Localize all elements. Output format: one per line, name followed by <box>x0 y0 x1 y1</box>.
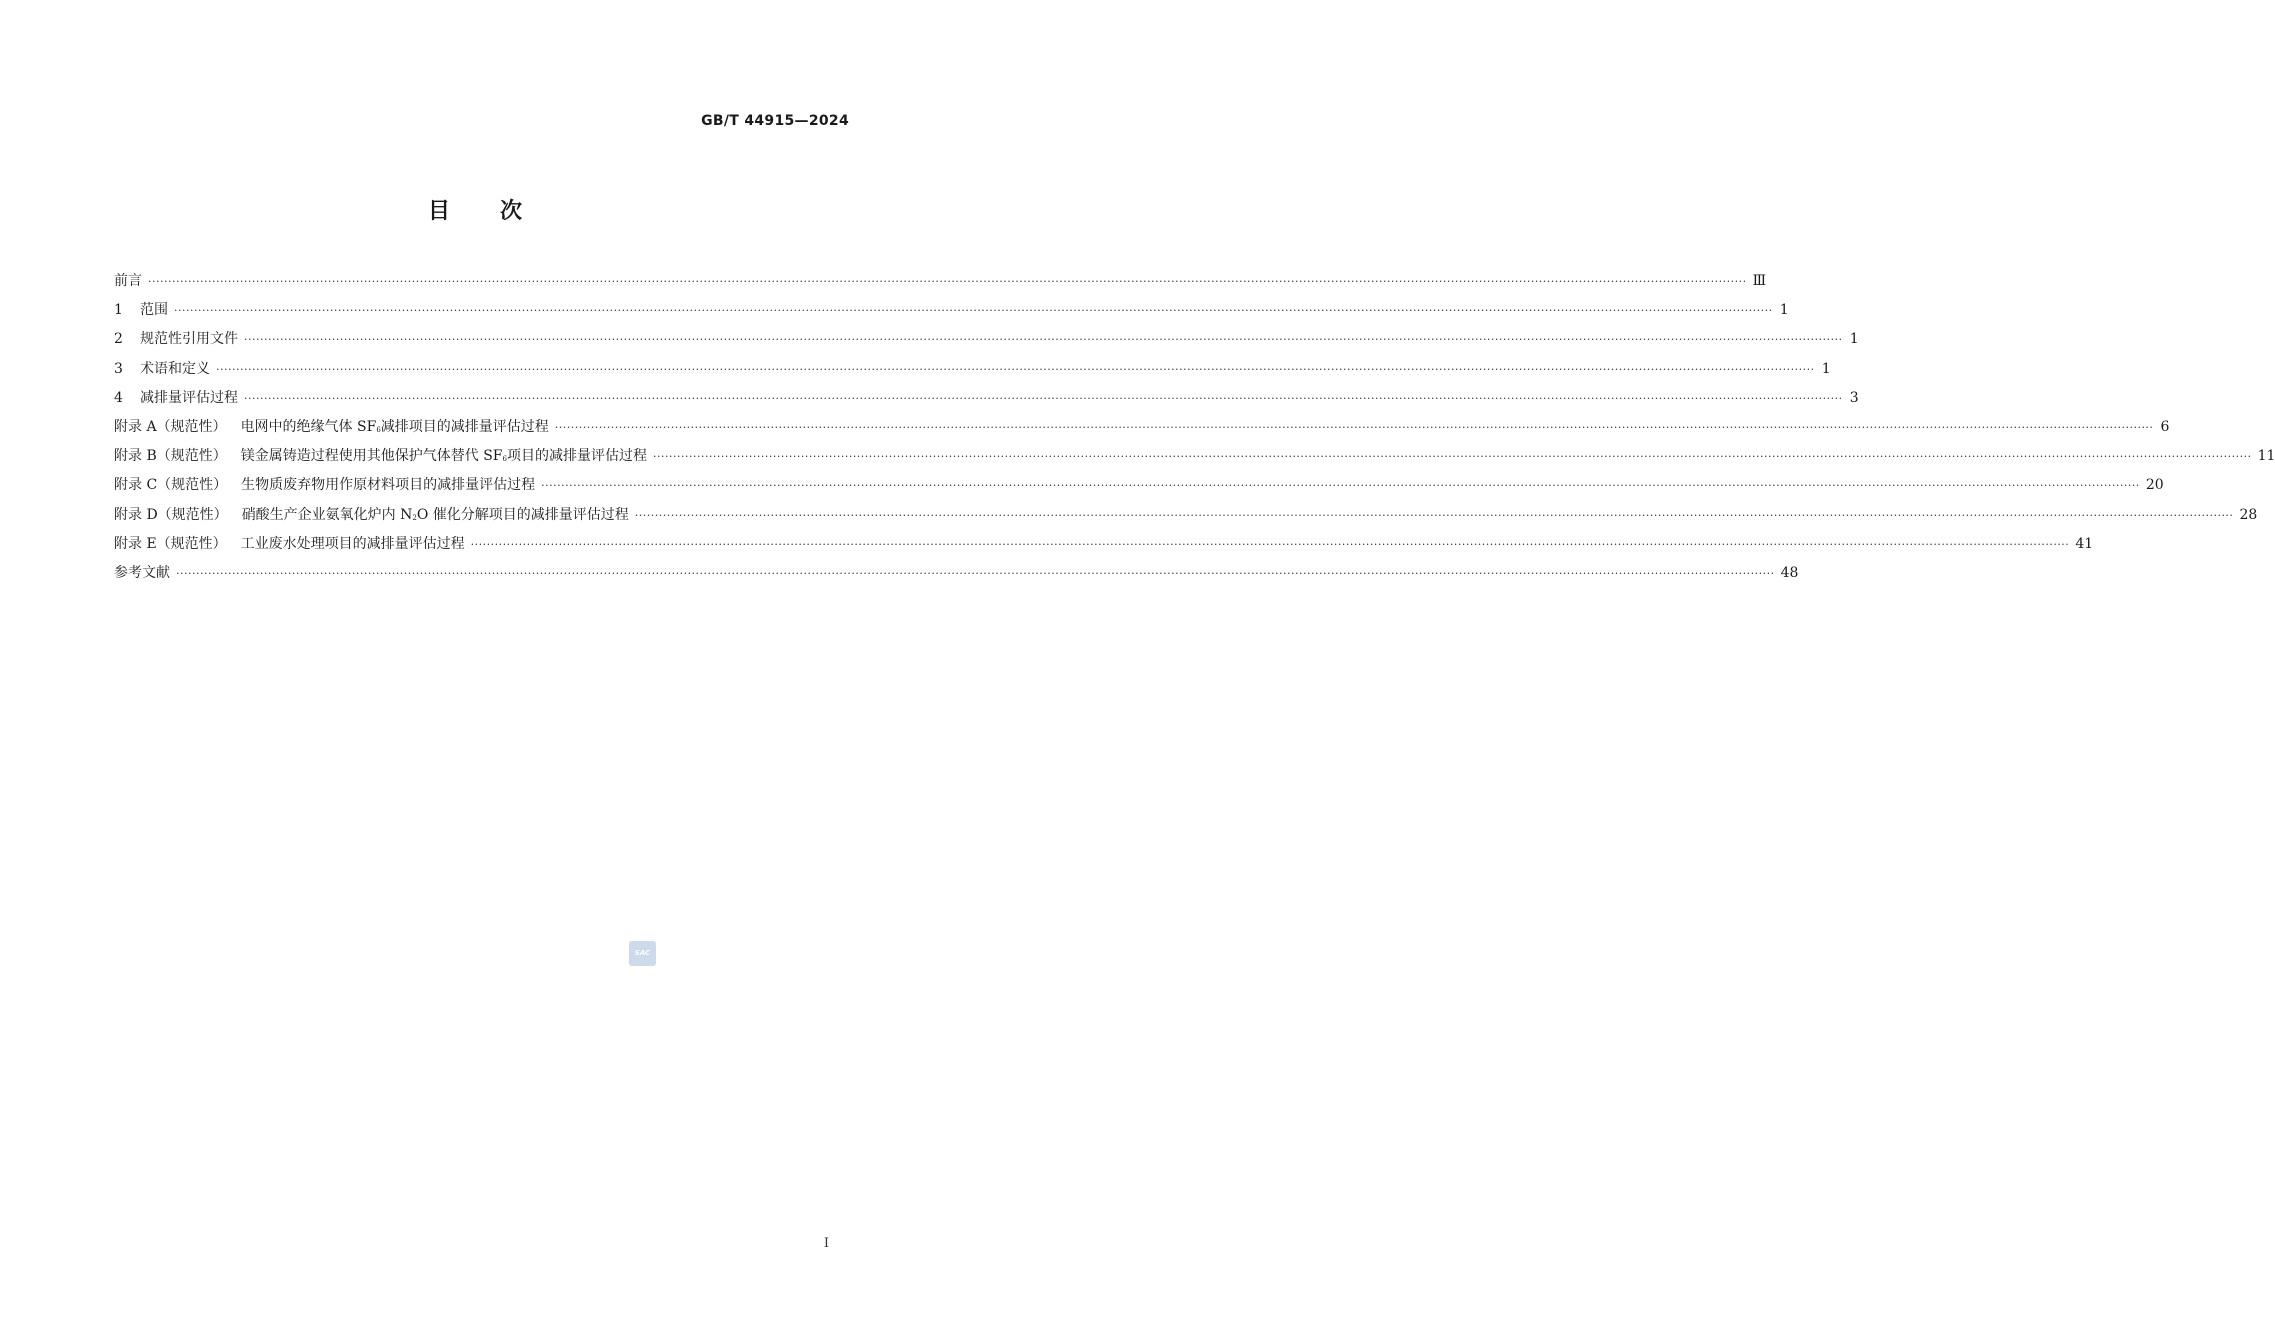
toc-leader-dots: ················································································································································································································································································································································································································ <box>176 566 1775 580</box>
toc-entry-label <box>227 419 549 435</box>
toc-appendix-prefix: 附录 C（规范性） <box>114 477 228 494</box>
toc-leader-dots: ················································································································································································································································································································································································································ <box>244 333 1843 347</box>
standard-code: GB/T 44915—2024 <box>701 113 849 129</box>
toc-title-part: 电网中的绝缘气体 SF <box>240 418 377 435</box>
toc-entry-page: 20 <box>2145 477 2164 494</box>
toc-leader-dots: ················································································································································································································································································································································································································ <box>244 391 1843 405</box>
toc-entry-page: 41 <box>2075 535 2094 552</box>
toc-entry-section-2[interactable] <box>114 328 1859 357</box>
toc-subscript: 2 <box>412 513 417 522</box>
title-char-1: 目 <box>427 199 450 224</box>
toc-title-part: 硝酸生产企业氨氧化炉内 N <box>241 506 413 523</box>
toc-appendix-prefix: 附录 B（规范性） <box>114 448 227 465</box>
toc-entry-label <box>227 477 535 493</box>
toc-entry-section-4[interactable] <box>114 387 1859 416</box>
toc-entry-page: 48 <box>1780 564 1799 581</box>
toc-entry-appendix-d[interactable] <box>114 504 2258 533</box>
toc-entry-appendix-c[interactable] <box>114 474 2164 503</box>
toc-entry-page: 11 <box>2257 448 2275 465</box>
toc-appendix-prefix: 附录 E（规范性） <box>114 535 227 552</box>
toc-leader-dots: ················································································································································································································································································································································································································ <box>470 537 2070 551</box>
toc-entry-appendix-a[interactable] <box>114 416 2170 445</box>
toc-entry-page: 1 <box>1821 360 1831 377</box>
toc-entry-label <box>227 536 465 552</box>
toc-entry-page: 1 <box>1849 331 1859 348</box>
toc-title-part: 项目的减排量评估过程 <box>506 448 647 465</box>
toc-entry-appendix-e[interactable] <box>114 533 2094 562</box>
toc-entry-number: 3 <box>114 360 123 377</box>
toc-entry-number: 1 <box>114 302 123 319</box>
toc-entry-page: 1 <box>1779 302 1789 319</box>
title-char-2: 次 <box>500 199 523 224</box>
toc-entry-preface[interactable] <box>114 270 1767 299</box>
toc-entry-number: 2 <box>114 331 123 348</box>
toc-entry-label <box>227 448 647 464</box>
toc-entry-label: 范围 <box>140 302 168 319</box>
toc-leader-dots: ················································································································································································································································································································································································································ <box>652 450 2252 464</box>
toc-title-part: 生物质废弃物用作原材料项目的减排量评估过程 <box>241 477 536 494</box>
toc-leader-dots: ················································································································································································································································································································································································································ <box>216 362 1815 376</box>
toc-entry-appendix-b[interactable] <box>114 445 2275 474</box>
toc-subscript: 6 <box>502 455 507 464</box>
toc-title-part: O 催化分解项目的减排量评估过程 <box>416 506 629 523</box>
toc-entry-label <box>228 507 629 523</box>
page-title <box>0 194 950 225</box>
toc-entry-label: 前言 <box>114 273 142 289</box>
toc-leader-dots: ················································································································································································································································································································································································································ <box>634 508 2234 522</box>
toc-entry-label: 术语和定义 <box>140 360 210 377</box>
toc-leader-dots: ················································································································································································································································································································································································································ <box>554 420 2154 434</box>
toc-leader-dots: ················································································································································································································································································································································································································ <box>148 275 1747 288</box>
toc-entry-section-3[interactable] <box>114 358 1831 387</box>
toc-entry-references[interactable] <box>114 562 1799 591</box>
toc-entry-page: 6 <box>2160 418 2170 435</box>
toc-appendix-prefix: 附录 A（规范性） <box>114 418 227 435</box>
toc-entry-page: Ⅲ <box>1752 273 1767 289</box>
toc-leader-dots: ················································································································································································································································································································································································································ <box>174 304 1773 318</box>
toc-subscript: 6 <box>376 425 381 434</box>
toc-entry-page: 28 <box>2239 506 2258 523</box>
sac-watermark-logo: SAC <box>629 941 656 966</box>
toc-entry-number: 4 <box>114 389 123 406</box>
toc-entry-label: 减排量评估过程 <box>140 389 238 406</box>
toc-appendix-prefix: 附录 D（规范性） <box>114 506 228 523</box>
toc-title-part: 镁金属铸造过程使用其他保护气体替代 SF <box>240 448 503 465</box>
toc-leader-dots: ················································································································································································································································································································································································································ <box>541 479 2140 493</box>
toc-title-part: 工业废水处理项目的减排量评估过程 <box>240 535 465 552</box>
page-number: I <box>823 1236 829 1251</box>
toc-entry-section-1[interactable] <box>114 299 1789 328</box>
table-of-contents <box>114 270 2275 591</box>
toc-entry-label: 规范性引用文件 <box>140 331 238 348</box>
toc-entry-page: 3 <box>1849 389 1859 406</box>
toc-title-part: 减排项目的减排量评估过程 <box>380 418 549 435</box>
toc-entry-label: 参考文献 <box>114 564 170 581</box>
